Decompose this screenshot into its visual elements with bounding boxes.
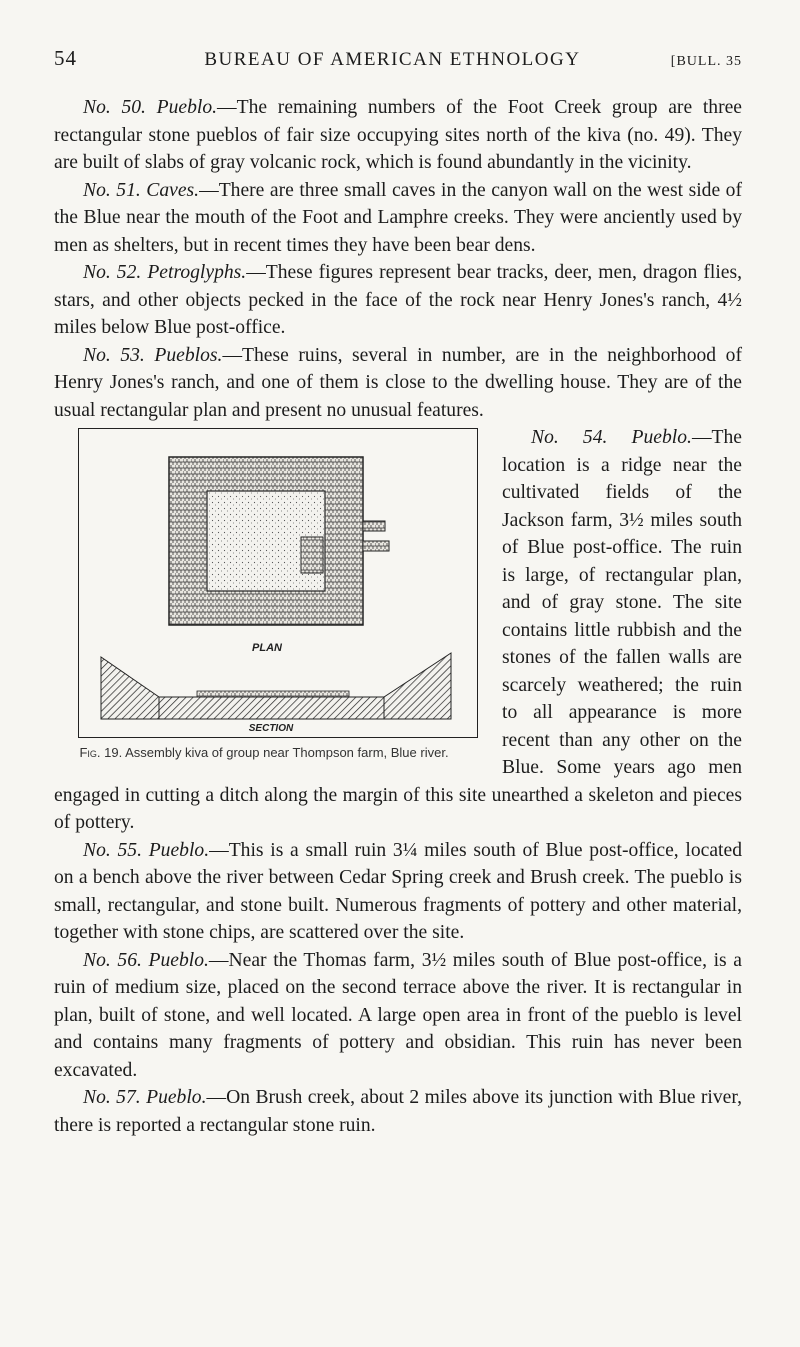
- paragraph-body: —On Brush creek, about 2 miles above its junction with Blue river, there is reported a rectangular stone ruin.: [54, 1087, 743, 1136]
- running-title: BUREAU OF AMERICAN ETHNOLOGY: [204, 49, 581, 70]
- page: [54, 46, 742, 1139]
- paragraph-body: —This is a small ruin 3¼ miles south of Blue post-office, located on a bench above the river between Cedar Spring creek and Brush creek. The pueblo is small, rectangular, and stone built. Numerous fragments of pottery and other material, together with stone chips, are scattered over the site.: [54, 839, 742, 943]
- kiva-drawing: [79, 429, 476, 736]
- paragraph-body: —Near the Thomas farm, 3½ miles south of Blue post-office, is a ruin of medium size, placed on the second terrace above the river. It is rectangular in plan, built of stone, and well located. A large open area in front of the pueblo is level and contains many fragments of pottery and obsidian. This ruin has never been excavated.: [54, 949, 742, 1081]
- paragraph-52: [54, 259, 742, 342]
- section-label: SECTION: [248, 723, 294, 734]
- running-header: [54, 46, 742, 74]
- body-text: [54, 94, 742, 1139]
- paragraph-57: [54, 1084, 742, 1139]
- paragraph-heading: No. 57. Pueblo.: [83, 1087, 207, 1108]
- figure-caption-text: Assembly kiva of group near Thompson farm, Blue river.: [125, 745, 449, 760]
- figure-frame: [78, 428, 478, 738]
- paragraph-56: [54, 947, 742, 1085]
- figure-caption: [48, 744, 480, 761]
- paragraph-heading: No. 54. Pueblo.: [531, 427, 692, 448]
- plan-drawing: [169, 457, 389, 625]
- paragraph-body: —These figures represent bear tracks, deer, men, dragon flies, stars, and other objects pecked in the face of the rock near Henry Jones's ranch, 4½ miles below Blue post-office.: [54, 262, 742, 338]
- paragraph-heading: No. 52. Petroglyphs.: [83, 262, 247, 283]
- figure-number: Fig. 19.: [79, 745, 123, 760]
- paragraph-heading: No. 50. Pueblo.: [83, 97, 218, 118]
- page-number: 54: [54, 46, 77, 70]
- paragraph-heading: No. 53. Pueblos.: [83, 344, 223, 366]
- section-drawing: [101, 653, 451, 719]
- paragraph-body: —These ruins, several in number, are in the neighborhood of Henry Jones's ranch, and one of them is close to the dwelling house. They are of the usual rectangular plan and present no unusual features.: [54, 344, 743, 421]
- paragraph-body: —There are three small caves in the canyon wall on the west side of the Blue near the mouth of the Foot and Lamphre creeks. They were anciently used by men as shelters, but in recent times they have been bear dens.: [54, 179, 742, 256]
- paragraph-body: —The location is a ridge near the cultivated fields of the Jackson farm, 3½ miles south of Blue post-office. The ruin is large, of rectangular plan, and of gray stone. The site contains little rubbish and the stones of the fallen walls are scarcely weathered; the ruin to all appearance is more recent than any other on the Blue. Some years ago men engaged in cutting a ditch along the margin of this site unearthed a skeleton and pieces of pottery.: [54, 427, 742, 833]
- paragraph-heading: No. 55. Pueblo.: [83, 839, 210, 861]
- figure-19: [48, 428, 480, 761]
- paragraph-heading: No. 51. Caves.: [83, 179, 200, 201]
- paragraph-53: [54, 342, 742, 425]
- paragraph-50: [54, 94, 742, 177]
- paragraph-51: [54, 177, 742, 260]
- bulletin-number: [BULL. 35: [670, 54, 742, 69]
- paragraph-heading: No. 56. Pueblo.: [83, 949, 209, 971]
- paragraph-body: —The remaining numbers of the Foot Creek group are three rectangular stone pueblos of fair size occupying sites north of the kiva (no. 49). They are built of slabs of gray volcanic rock, which is found abundantly in the vicinity.: [54, 97, 743, 173]
- plan-label: PLAN: [252, 642, 282, 654]
- paragraph-55: [54, 837, 742, 947]
